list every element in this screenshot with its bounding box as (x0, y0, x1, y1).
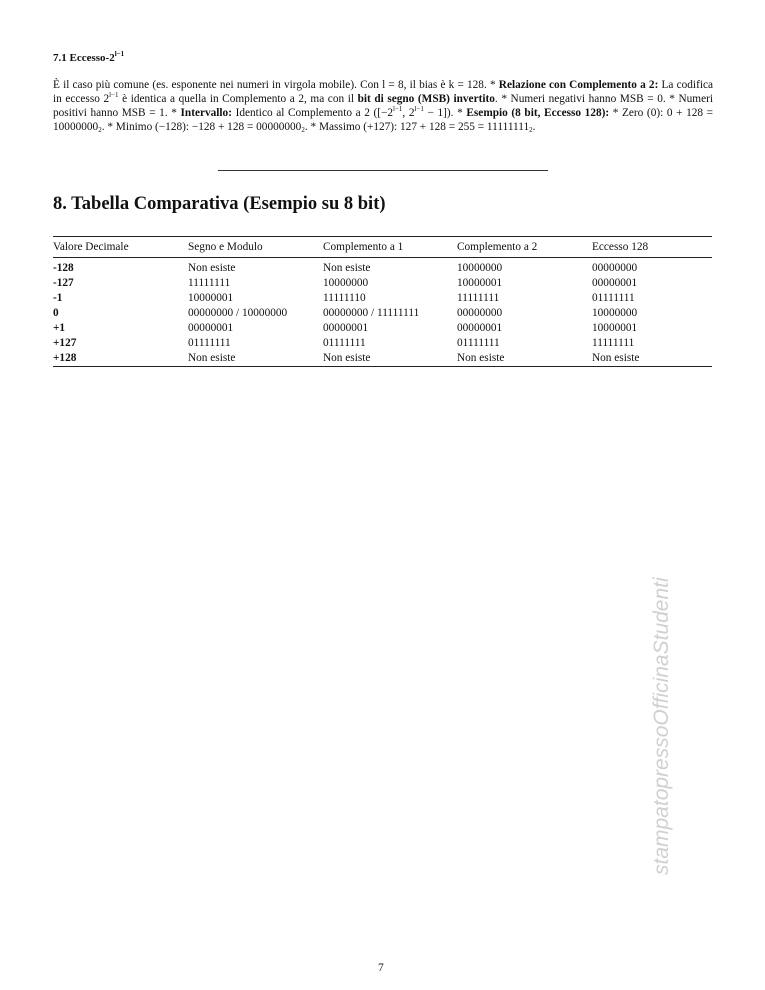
subscript: 2 (301, 126, 305, 134)
bold-text: Intervallo: (180, 107, 232, 119)
table-cell: 10000001 (457, 277, 503, 289)
bold-text: Esempio (8 bit, Eccesso 128): (466, 107, 610, 119)
table-cell: 00000000 / 11111111 (323, 307, 420, 319)
text: , 2 (402, 107, 415, 119)
text: . * Numeri negativi hanno MSB = 0. * Numeri positivi hanno MSB = 1. * (53, 93, 713, 119)
table-cell: 10000000 (592, 307, 638, 319)
subsection-title (53, 52, 124, 64)
decimal-value-cell: +127 (53, 337, 77, 349)
subsection-title-text: 7.1 Eccesso-2 (53, 52, 115, 64)
column-header: Valore Decimale (53, 237, 188, 258)
column-header: Complemento a 2 (457, 237, 592, 258)
decimal-value-cell: +1 (53, 322, 66, 334)
table-header-row (53, 237, 712, 258)
table-cell: 10000000 (457, 262, 503, 274)
table-row (53, 306, 712, 321)
table-cell: 01111111 (323, 337, 366, 349)
table-cell: 10000001 (188, 292, 234, 304)
decimal-value-cell: -128 (53, 262, 74, 274)
table-cell: Non esiste (188, 352, 236, 364)
table-cell: 00000001 (188, 322, 234, 334)
table-cell: 11111110 (323, 292, 366, 304)
text: è identica a quella in Complemento a 2, ma con il (118, 93, 358, 105)
bold-text: Relazione con Complemento a 2: (498, 79, 659, 91)
table-cell: 01111111 (188, 337, 231, 349)
table-cell: 00000001 (323, 322, 369, 334)
table-cell: 00000000 (592, 262, 638, 274)
decimal-value-cell: -127 (53, 277, 74, 289)
table-row (53, 258, 712, 277)
table-cell: 00000001 (592, 277, 638, 289)
decimal-value-cell: 0 (53, 307, 59, 319)
page-number: 7 (378, 962, 384, 974)
text: * Zero (0): 0 + 128 = 10000000 (53, 107, 714, 133)
table-cell: Non esiste (457, 352, 505, 364)
section-title: 8. Tabella Comparativa (Esempio su 8 bit) (53, 194, 386, 214)
table-row (53, 321, 712, 336)
table-cell: 00000000 (457, 307, 503, 319)
table-row (53, 276, 712, 291)
table-cell: 11111111 (592, 337, 635, 349)
table-cell: 11111111 (188, 277, 231, 289)
watermark: stampatopressoOfficinaStudenti (650, 577, 673, 875)
table-row (53, 351, 712, 367)
exponent: l−1 (393, 105, 403, 113)
column-header: Complemento a 1 (323, 237, 457, 258)
text: È il caso più comune (es. esponente nei numeri in virgola mobile). Con l = 8, il bias è k = 128. * (53, 79, 499, 91)
table-cell: 01111111 (457, 337, 500, 349)
table-cell: 00000001 (457, 322, 503, 334)
subsection-title-exponent: l−1 (114, 50, 125, 58)
exponent: l−1 (414, 105, 424, 113)
text: La codifica in eccesso 2 (53, 79, 713, 105)
table-cell: Non esiste (188, 262, 236, 274)
subscript: 2 (98, 126, 102, 134)
body-paragraph (53, 78, 713, 134)
table-cell: 10000000 (323, 277, 369, 289)
table-row (53, 291, 712, 306)
table-row (53, 336, 712, 351)
table-cell: 00000000 / 10000000 (188, 307, 288, 319)
table-cell: Non esiste (592, 352, 640, 364)
text: Identico al Complemento a 2 ([−2 (231, 107, 394, 119)
section-divider (218, 170, 548, 171)
column-header: Segno e Modulo (188, 237, 323, 258)
table-cell: 10000001 (592, 322, 638, 334)
table-cell: Non esiste (323, 262, 371, 274)
table-cell: 01111111 (592, 292, 635, 304)
column-header: Eccesso 128 (592, 237, 712, 258)
decimal-value-cell: -1 (53, 292, 63, 304)
comparison-table (53, 236, 712, 367)
text: . * Massimo (+127): 127 + 128 = 255 = 11111111 (304, 121, 530, 133)
decimal-value-cell: +128 (53, 352, 77, 364)
text: − 1]). * (423, 107, 467, 119)
table-cell: 11111111 (457, 292, 500, 304)
table-cell: Non esiste (323, 352, 371, 364)
text: . * Minimo (−128): −128 + 128 = 00000000 (101, 121, 302, 133)
text: . (532, 121, 536, 133)
bold-text: bit di segno (MSB) invertito (357, 93, 495, 105)
exponent: l−1 (109, 91, 119, 99)
subscript: 2 (529, 126, 533, 134)
